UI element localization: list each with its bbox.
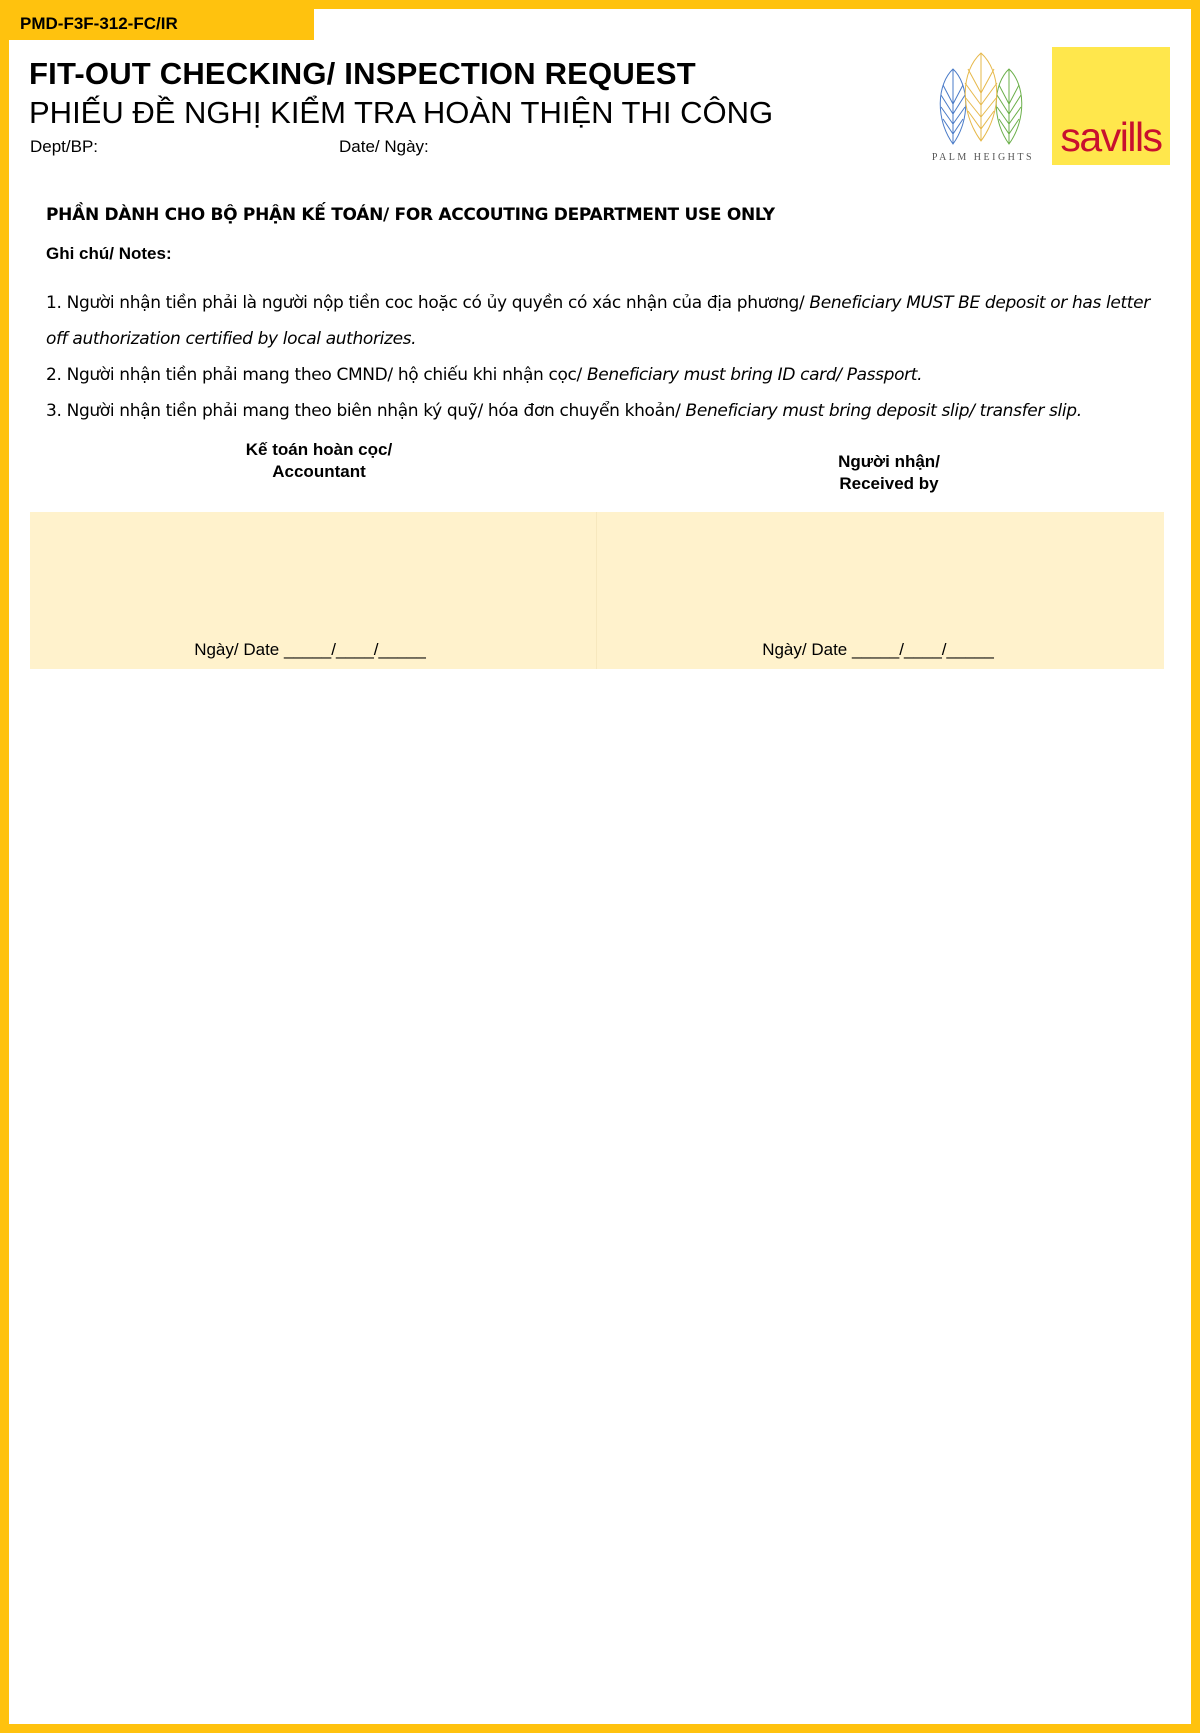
note-en-text: Beneficiary must bring ID card/ Passport.: [586, 365, 923, 385]
note-item: [46, 357, 1164, 393]
date-field-label: Date/ Ngày:: [339, 137, 429, 156]
accounting-section-heading: PHẦN DÀNH CHO BỘ PHẬN KẾ TOÁN/ FOR ACCOUTING DEPARTMENT USE ONLY: [46, 205, 775, 225]
notes-list: [46, 285, 1164, 429]
receiver-date-line[interactable]: Ngày/ Date _____/____/_____: [762, 640, 994, 659]
accountant-signature-heading: [179, 439, 459, 483]
savills-wordmark: savills: [1060, 114, 1162, 160]
palm-heights-logo: [913, 49, 1053, 174]
accountant-heading-vi: Kế toán hoàn cọc/: [245, 440, 393, 459]
receiver-signature-heading: [749, 451, 1029, 495]
receiver-heading-en: Received by: [839, 474, 939, 493]
signature-divider: [596, 512, 597, 669]
savills-logo: [1052, 47, 1170, 165]
note-en-text: Beneficiary MUST BE deposit or has letter off authorization certified by local authorizes.: [46, 293, 1150, 349]
note-vi-text: 2. Người nhận tiền phải mang theo CMND/ hộ chiếu khi nhận cọc/: [46, 365, 587, 385]
dept-field-label: Dept/BP:: [30, 137, 99, 156]
page-title-vietnamese: PHIẾU ĐỀ NGHỊ KIỂM TRA HOÀN THIỆN THI CÔNG: [29, 95, 774, 130]
accountant-heading-en: Accountant: [272, 462, 366, 481]
signature-area[interactable]: [30, 512, 1164, 669]
receiver-heading-vi: Người nhận/: [838, 452, 940, 471]
note-item: [46, 285, 1164, 357]
accountant-date-line[interactable]: Ngày/ Date _____/____/_____: [194, 640, 426, 659]
note-vi-text: 3. Người nhận tiền phải mang theo biên nhận ký quỹ/ hóa đơn chuyển khoản/: [46, 401, 686, 421]
notes-label: Ghi chú/ Notes:: [46, 244, 172, 263]
note-vi-text: 1. Người nhận tiền phải là người nộp tiền coc hoặc có ủy quyền có xác nhận của địa phương/: [46, 293, 810, 313]
note-item: [46, 393, 1164, 429]
palm-heights-wordmark: PALM HEIGHTS: [931, 152, 1035, 163]
palm-leaves-icon: [913, 49, 1053, 149]
form-code-label: PMD-F3F-312-FC/IR: [9, 9, 314, 40]
page-title-english: FIT-OUT CHECKING/ INSPECTION REQUEST: [29, 56, 696, 91]
note-en-text: Beneficiary must bring deposit slip/ transfer slip.: [685, 401, 1082, 421]
